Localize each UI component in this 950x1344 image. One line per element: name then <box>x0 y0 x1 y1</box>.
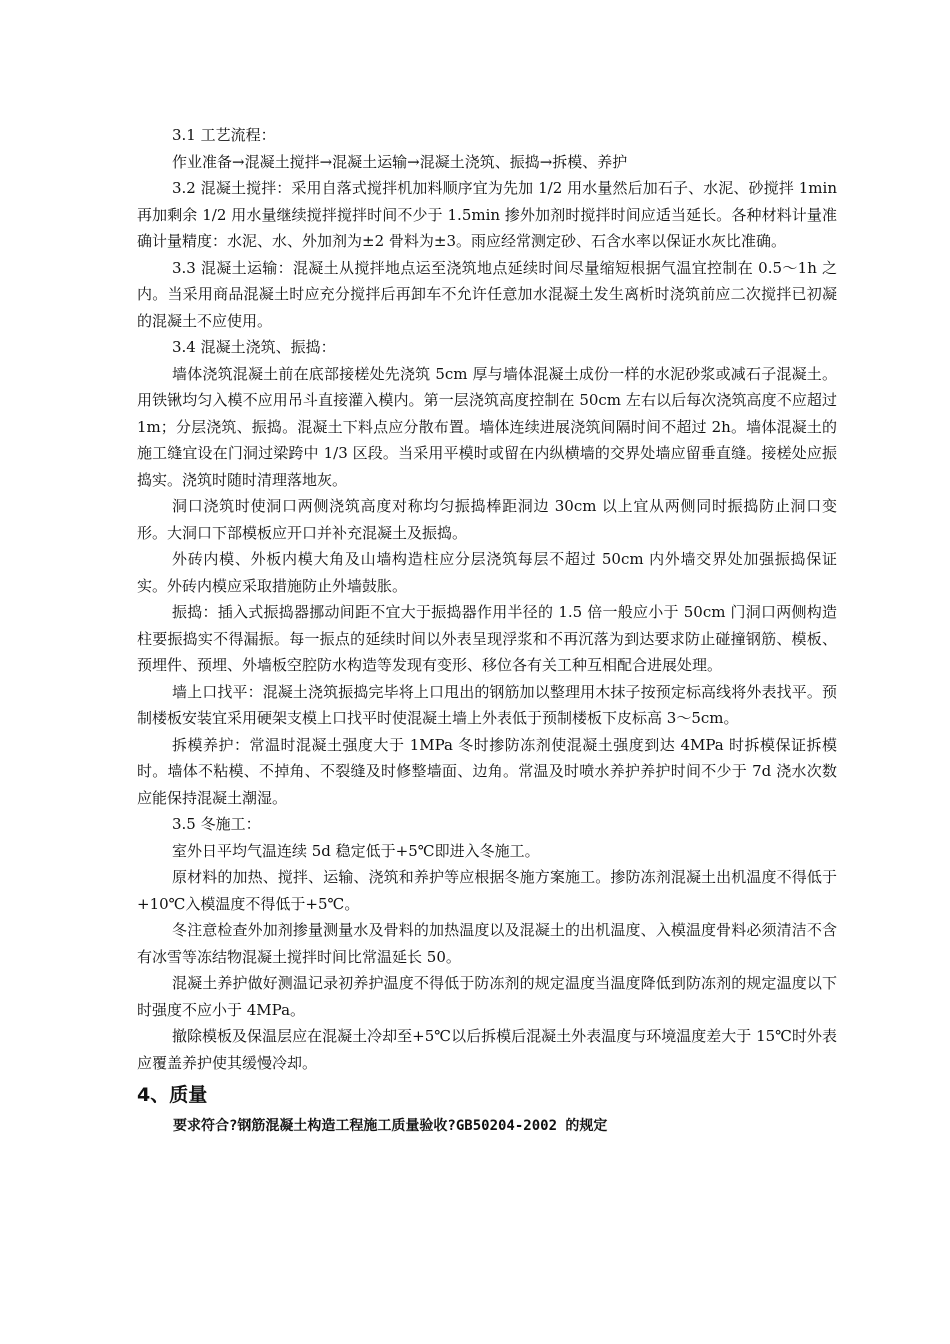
subsection-heading-3-1: 3.1 工艺流程： <box>172 126 276 144</box>
paragraph-corners: 外砖内模、外板内模大角及山墙构造柱应分层浇筑每层不超过 50cm 内外墙交界处加强振捣保证实。外砖内模应采取措施防止外墙鼓胀。 <box>137 550 837 595</box>
paragraph-curing: 拆模养护：常温时混凝土强度大于 1MPa 冬时掺防冻剂使混凝土强度到达 4MPa 时拆模保证拆模时。墙体不粘模、不掉角、不裂缝及时修整墙面、边角。常温及时喷水养护养护时间不少于 7d 浇水次数应能保持混凝土潮湿。 <box>137 735 837 807</box>
process-flow-text: 作业准备→混凝土搅拌→混凝土运输→混凝土浇筑、振捣→拆模、养护 <box>172 152 628 171</box>
paragraph-winter-curing: 混凝土养护做好测温记录初养护温度不得低于防冻剂的规定温度当温度降低到防冻剂的规定温度以下时强度不应小于 4MPa。 <box>137 974 837 1019</box>
paragraph-winter-checks: 冬注意检查外加剂掺量测量水及骨料的加热温度以及混凝土的出机温度、入模温度骨料必须清洁不含有冰雪等冻结物混凝土搅拌时间比常温延长 50。 <box>137 921 837 966</box>
paragraph-transport: 3.3 混凝土运输：混凝土从搅拌地点运至浇筑地点延续时间尽量缩短根据气温宜控制在 0.5～1h 之内。当采用商品混凝土时应充分搅拌后再卸车不允许任意加水混凝土发生离析时浇筑前应二次搅拌已初凝的混凝土不应使用。 <box>137 258 837 330</box>
subsection-heading-3-5: 3.5 冬施工： <box>172 815 261 833</box>
paragraph-winter-materials: 原材料的加热、搅拌、运输、浇筑和养护等应根据冬施方案施工。掺防冻剂混凝土出机温度不得低于+10℃入模温度不得低于+5℃。 <box>137 868 837 913</box>
paragraph-vibration: 振捣：插入式振捣器挪动间距不宜大于振捣器作用半径的 1.5 倍一般应小于 50cm 门洞口两侧构造柱要振捣实不得漏振。每一振点的延续时间以外表呈现浮浆和不再沉落为到达要求防止碰撞钢筋、模板、预埋件、预埋、外墙板空腔防水构造等发现有变形、移位各有关工种互相配合进展处理。 <box>137 603 837 674</box>
paragraph-formwork-removal: 撤除模板及保温层应在混凝土冷却至+5℃以后拆模后混凝土外表温度与环境温度差大于 15℃时外表应覆盖养护使其缓慢冷却。 <box>137 1027 837 1072</box>
paragraph-mixing: 3.2 混凝土搅拌：采用自落式搅拌机加料顺序宜为先加 1/2 用水量然后加石子、水泥、砂搅拌 1min 再加剩余 1/2 用水量继续搅拌搅拌时间不少于 1.5min 掺外加剂时搅拌时间应适当延长。各种材料计量准确计量精度：水泥、水、外加剂为±2 骨料为±3。雨应经常测定砂、石含水率以保证水灰比准确。 <box>137 179 837 250</box>
paragraph-openings: 洞口浇筑时使洞口两侧浇筑高度对称均匀振捣棒距洞边 30cm 以上宜从两侧同时振捣防止洞口变形。大洞口下部模板应开口并补充混凝土及振捣。 <box>137 497 837 542</box>
section-heading-4: 4、质量 <box>137 1084 208 1106</box>
document-page <box>137 122 837 1138</box>
paragraph-wall-pouring: 墙体浇筑混凝土前在底部接槎处先浇筑 5cm 厚与墙体混凝土成份一样的水泥砂浆或减石子混凝土。用铁锹均匀入模不应用吊斗直接灌入模内。第一层浇筑高度控制在 50cm 左右以后每次浇筑高度不应超过 1m；分层浇筑、振捣。混凝土下料点应分散布置。墙体连续进展浇筑间隔时间不超过 2h。墙体混凝土的施工缝宜设在门洞过梁跨中 1/3 区段。当采用平模时或留在内纵横墙的交界处墙应留垂直缝。接槎处应振捣实。浇筑时随时清理落地灰。 <box>137 364 837 489</box>
paragraph-winter-start: 室外日平均气温连续 5d 稳定低于+5℃即进入冬施工。 <box>172 841 540 860</box>
paragraph-leveling: 墙上口找平：混凝土浇筑振捣完毕将上口甩出的钢筋加以整理用木抹子按预定标高线将外表找平。预制楼板安装宜采用硬架支模上口找平时使混凝土墙上外表低于预制楼板下皮标高 3～5cm。 <box>137 682 837 727</box>
quality-requirement: 要求符合?钢筋混凝土构造工程施工质量验收?GB50204-2002 的规定 <box>173 1118 608 1134</box>
subsection-heading-3-4: 3.4 混凝土浇筑、振捣： <box>172 338 336 356</box>
